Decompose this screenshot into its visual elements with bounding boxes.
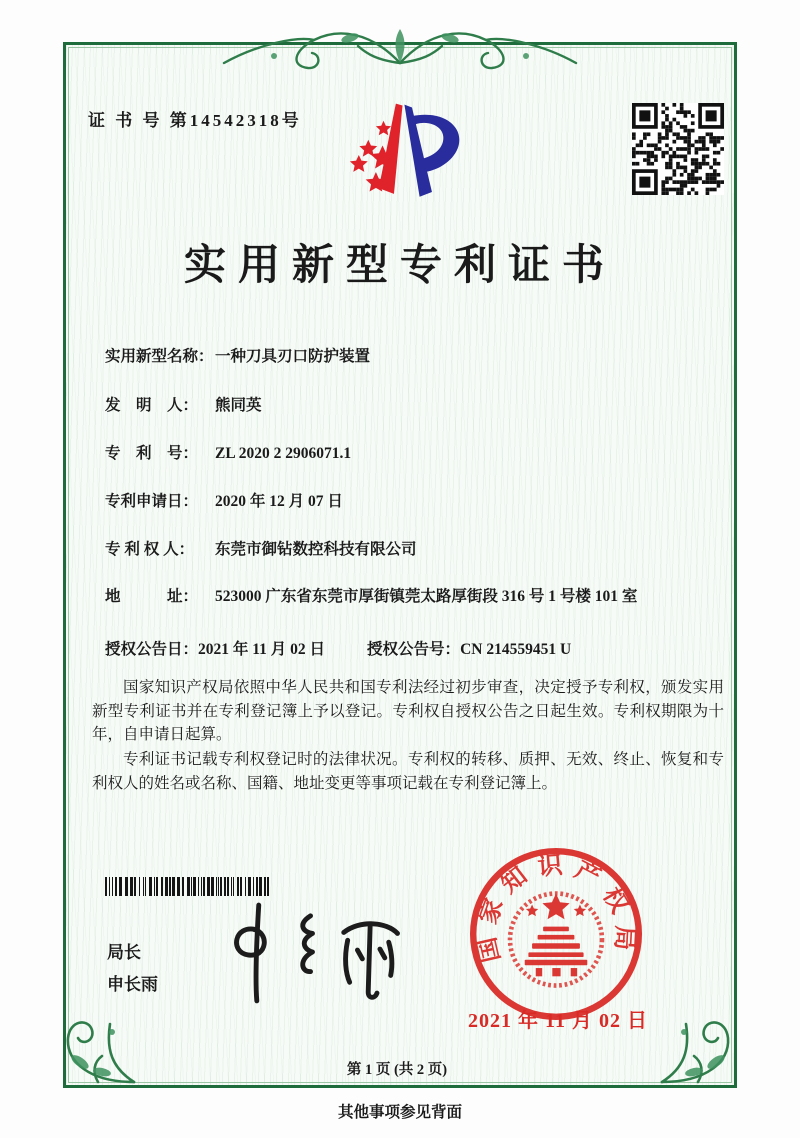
field-value: 熊同英 [215,397,262,414]
grant-number-value: CN 214559451 U [460,641,572,658]
back-note: 其他事项参见背面 [337,1104,462,1121]
field-value: ZL 2020 2 2906071.1 [215,445,352,462]
field-value: 523000 广东省东莞市厚街镇莞太路厚街段 316 号 1 号楼 101 室 [215,588,638,605]
field-row-name [105,345,725,369]
field-value: 2020 年 12 月 07 日 [215,493,343,510]
field-value: 东莞市御钻数控科技有限公司 [215,541,417,558]
field-row-address [105,585,725,609]
field-label: 发 明 人： [105,397,199,414]
signer-title: 局长 [107,943,141,962]
field-label: 专 利 号： [105,445,199,462]
signature-handwriting [205,898,420,1006]
grant-date-value: 2021 年 11 月 02 日 [198,641,326,658]
field-row-filing-date [105,490,725,514]
grant-row [105,637,725,659]
field-value: 一种刀具刃口防护装置 [215,348,371,365]
field-row-patent-number [105,442,725,466]
legal-paragraph-1: 国家知识产权局依照中华人民共和国专利法经过初步审查，决定授予专利权，颁发实用新型专利证书并在专利登记簿上予以登记。专利权自授权公告之日起生效。专利权期限为十年，自申请日起算。 [92,679,724,744]
grant-date-pair [105,637,325,659]
field-label: 地 址： [105,588,199,605]
grant-number-pair [367,637,571,659]
grant-number-label: 授权公告号： [367,641,461,658]
legal-paragraph-2: 专利证书记载专利权登记时的法律状况。专利权的转移、质押、无效、终止、恢复和专利权人的姓名或名称、国籍、地址变更等事项记载在专利登记簿上。 [92,751,724,792]
field-label: 专利申请日： [105,493,199,510]
cnipa-logo-icon [336,90,488,218]
signer-name: 申长雨 [107,975,158,994]
grant-date-label: 授权公告日： [105,641,199,658]
qr-code [632,103,724,195]
field-label: 专 利 权 人： [105,541,195,558]
certificate-number: 证 书 号 第14542318号 [88,111,302,130]
field-label: 实用新型名称： [105,348,214,365]
page-number: 第 1 页 (共 2 页) [346,1062,448,1078]
field-row-patentee [105,538,725,562]
certificate-title: 实用新型专利证书 [183,243,616,289]
corner-flourish-bottom-left [50,1006,138,1094]
corner-flourish-bottom-right [658,1006,746,1094]
barcode [105,877,307,896]
field-row-inventor [105,394,725,418]
top-flourish-ornament [218,22,582,76]
cnipa-seal [464,842,648,1026]
seal-date: 2021 年 11 月 02 日 [468,1010,648,1032]
seal-ring-text: 国家知识产权局 [473,851,639,965]
